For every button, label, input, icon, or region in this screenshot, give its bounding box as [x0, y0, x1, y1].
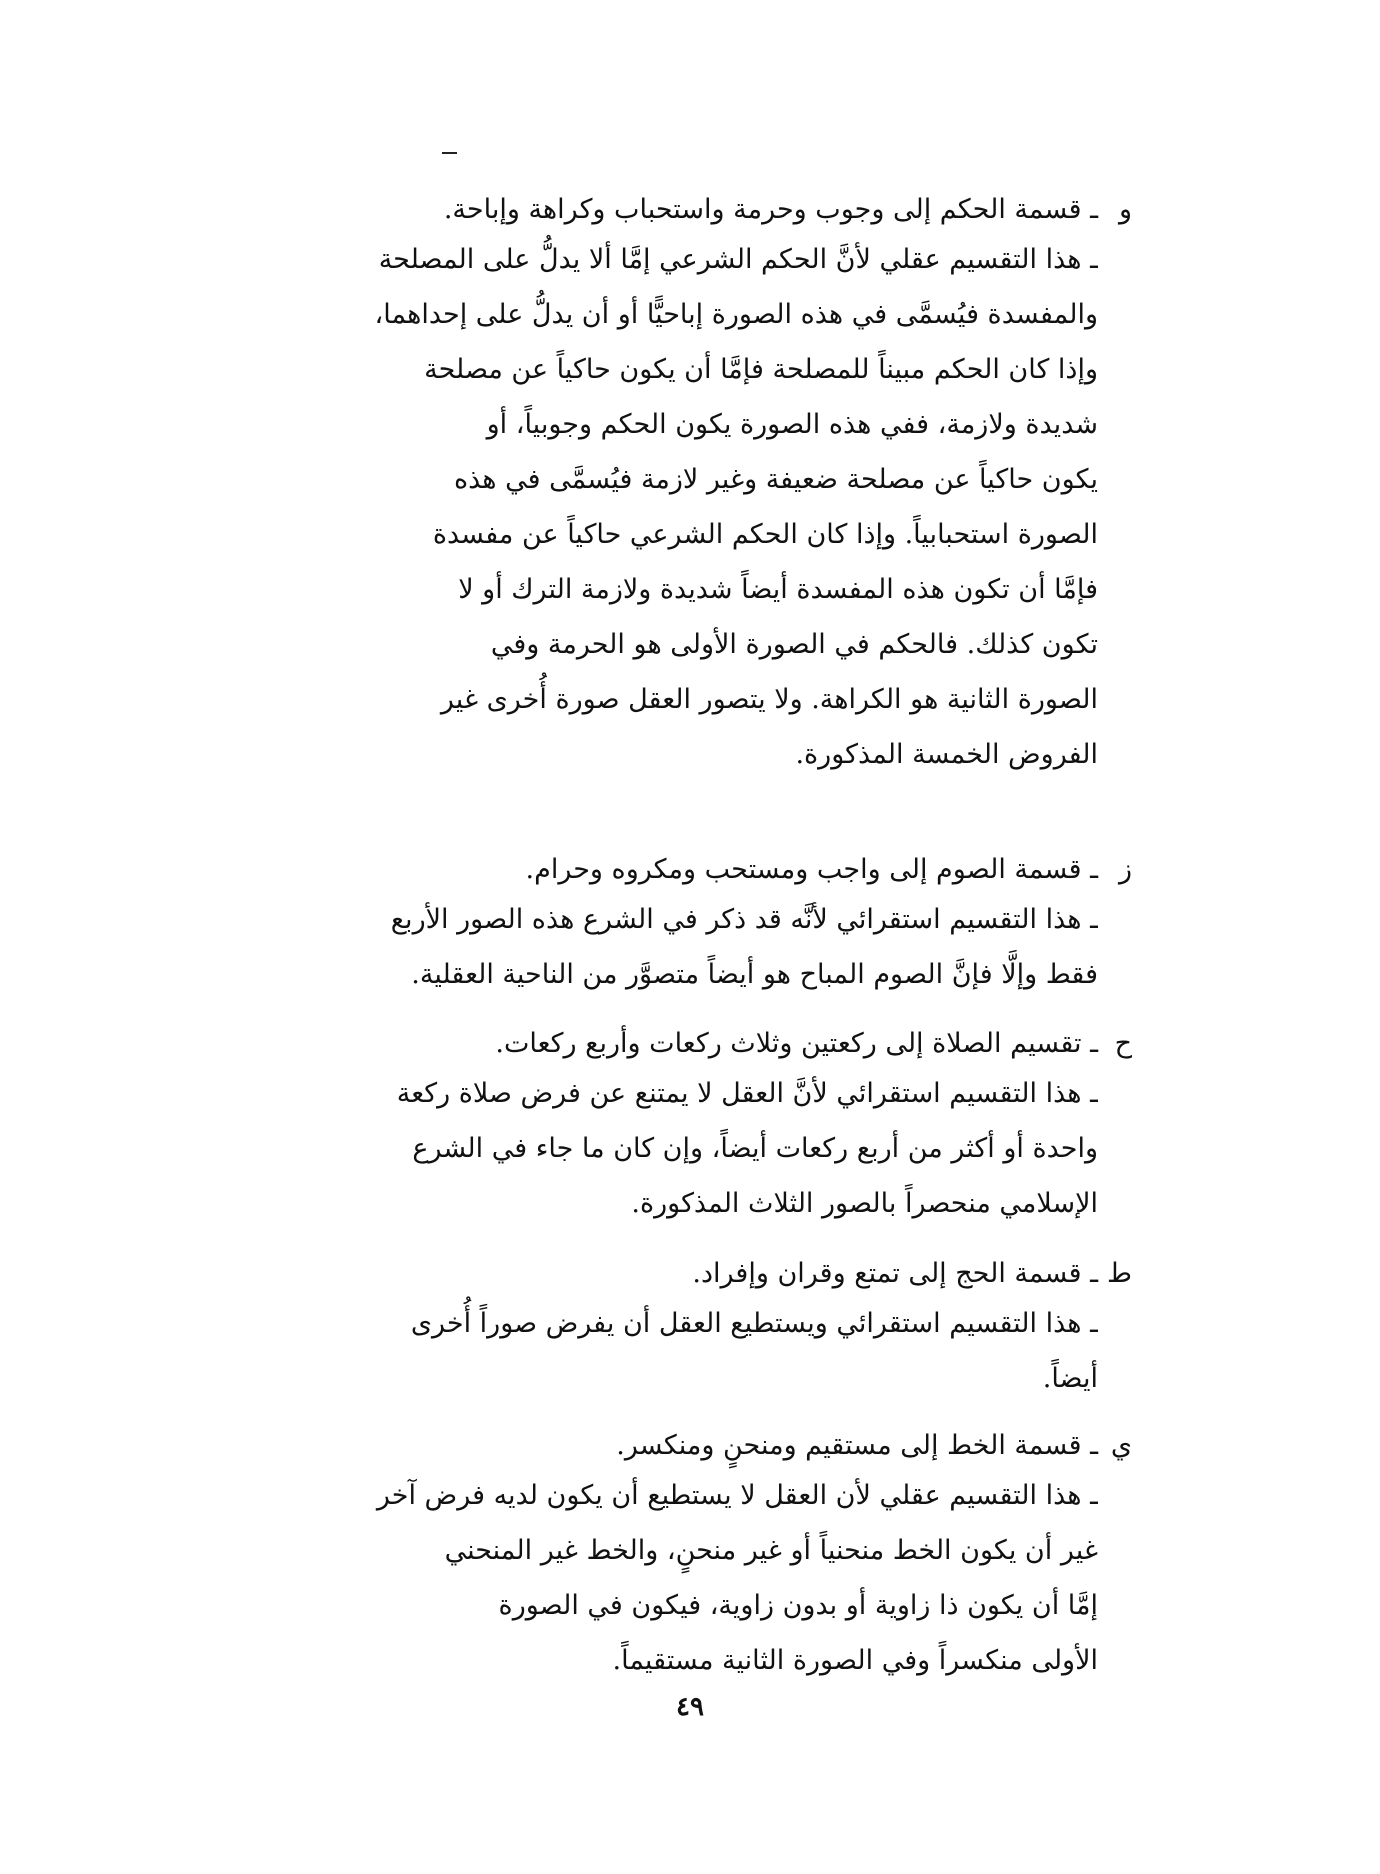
body-line: فإمَّا أن تكون هذه المفسدة أيضاً شديدة ولازمة الترك أو لا: [458, 574, 1098, 605]
body-line: والمفسدة فيُسمَّى في هذه الصورة إباحيًّا أو أن يدلُّ على إحداهما،: [374, 299, 1098, 330]
body-line: الصورة الثانية هو الكراهة. ولا يتصور العقل صورة أُخرى غير: [440, 684, 1098, 715]
section-heading-text: ـ قسمة الصوم إلى واجب ومستحب ومكروه وحرام.: [525, 854, 1098, 885]
body-line: الصورة استحبابياً. وإذا كان الحكم الشرعي حاكياً عن مفسدة: [432, 519, 1098, 550]
body-line: ـ هذا التقسيم استقرائي لأنَّه قد ذكر في الشرع هذه الصور الأربع: [390, 904, 1098, 935]
section-letter: ط: [1107, 1258, 1132, 1289]
body-line: ـ هذا التقسيم عقلي لأن العقل لا يستطيع أن يكون لديه فرض آخر: [376, 1480, 1098, 1511]
section-heading: [262, 1022, 1132, 1066]
body-line: الأولى منكسراً وفي الصورة الثانية مستقيماً.: [612, 1645, 1098, 1676]
body-line: إمَّا أن يكون ذا زاوية أو بدون زاوية، فيكون في الصورة: [498, 1590, 1098, 1621]
body-line: ـ هذا التقسيم استقرائي لأنَّ العقل لا يمتنع عن فرض صلاة ركعة: [396, 1078, 1098, 1109]
body-line: الإسلامي منحصراً بالصور الثلاث المذكورة.: [631, 1188, 1098, 1219]
body-line: ـ هذا التقسيم استقرائي ويستطيع العقل أن يفرض صوراً أُخرى: [410, 1308, 1098, 1339]
body-line: وإذا كان الحكم مبيناً للمصلحة فإمَّا أن يكون حاكياً عن مصلحة: [424, 354, 1098, 385]
section-letter: ح: [1114, 1028, 1132, 1059]
section-letter: ز: [1118, 854, 1132, 885]
body-line: غير أن يكون الخط منحنياً أو غير منحنٍ، والخط غير المنحني: [444, 1535, 1098, 1566]
page-number: ٤٩: [676, 1692, 704, 1722]
body-line: فقط وإلَّا فإنَّ الصوم المباح هو أيضاً متصوَّر من الناحية العقلية.: [411, 959, 1098, 990]
section-heading: [262, 848, 1132, 892]
section-letter: ي: [1110, 1430, 1132, 1461]
page-content: [262, 188, 1132, 1694]
section-waw: [262, 188, 1132, 836]
section-heading-text: ـ قسمة الحكم إلى وجوب وحرمة واستحباب وكراهة وإباحة.: [443, 194, 1098, 225]
section-body: [262, 1066, 1098, 1231]
section-heading: [262, 1252, 1132, 1296]
section-tah: [262, 1252, 1132, 1412]
section-hah: [262, 1022, 1132, 1240]
section-yeh: [262, 1424, 1132, 1694]
section-heading: [262, 1424, 1132, 1468]
section-heading-text: ـ قسمة الحج إلى تمتع وقران وإفراد.: [692, 1258, 1098, 1289]
section-zay: [262, 848, 1132, 1010]
section-heading: [262, 188, 1132, 232]
body-line: الفروض الخمسة المذكورة.: [795, 739, 1098, 770]
body-line: واحدة أو أكثر من أربع ركعات أيضاً، وإن كان ما جاء في الشرع: [412, 1133, 1098, 1164]
body-line: ـ هذا التقسيم عقلي لأنَّ الحكم الشرعي إمَّا ألا يدلُّ على المصلحة: [378, 244, 1098, 275]
section-body: [262, 232, 1098, 782]
body-line: شديدة ولازمة، ففي هذه الصورة يكون الحكم وجوبياً، أو: [486, 409, 1098, 440]
section-heading-text: ـ تقسيم الصلاة إلى ركعتين وثلاث ركعات وأربع ركعات.: [495, 1028, 1098, 1059]
body-line: تكون كذلك. فالحكم في الصورة الأولى هو الحرمة وفي: [490, 629, 1098, 660]
section-body: [262, 892, 1098, 1002]
section-body: [262, 1468, 1098, 1688]
section-body: [262, 1296, 1098, 1406]
body-line: أيضاً.: [1042, 1363, 1098, 1394]
section-letter: و: [1118, 194, 1132, 225]
body-line: يكون حاكياً عن مصلحة ضعيفة وغير لازمة فيُسمَّى في هذه: [453, 464, 1098, 495]
top-dash-mark: [442, 152, 457, 154]
section-heading-text: ـ قسمة الخط إلى مستقيم ومنحنٍ ومنكسر.: [616, 1430, 1098, 1461]
